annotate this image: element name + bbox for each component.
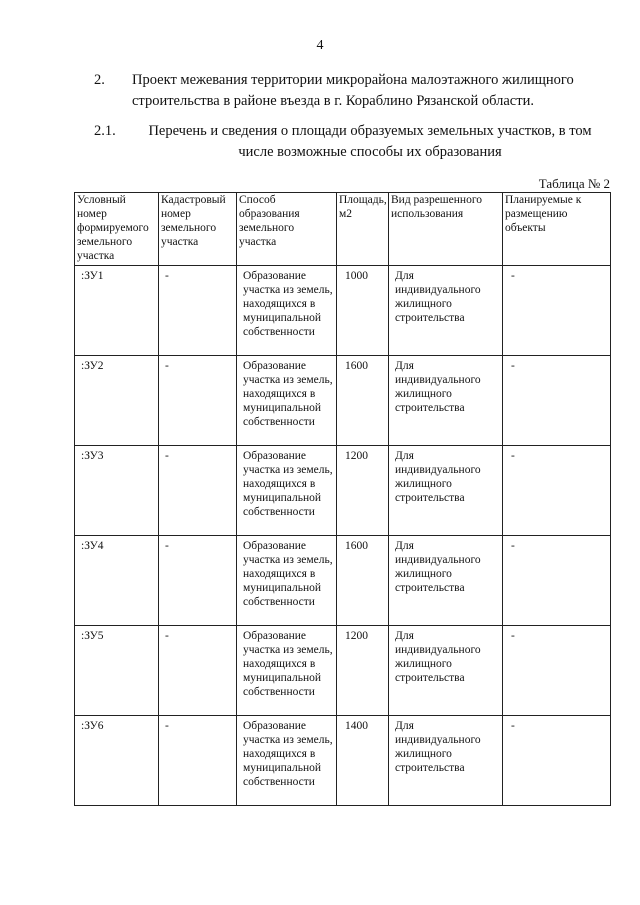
cell-permitted-use: Для индивидуального жилищного строительства bbox=[389, 536, 503, 626]
cell-cadastral-number: - bbox=[159, 266, 237, 356]
table-caption: Таблица № 2 bbox=[538, 176, 610, 191]
cell-plot-id: :ЗУ1 bbox=[75, 266, 159, 356]
cell-cadastral-number: - bbox=[159, 536, 237, 626]
section-2-number: 2. bbox=[94, 72, 105, 88]
cell-cadastral-number: - bbox=[159, 446, 237, 536]
section-2-title: Проект межевания территории микрорайона малоэтажного жилищного строительства в районе въезда в г. Кораблино Рязанской области. bbox=[132, 72, 574, 109]
section-2-1-heading bbox=[94, 121, 614, 165]
table-row bbox=[75, 446, 611, 536]
cell-permitted-use: Для индивидуального жилищного строительства bbox=[389, 446, 503, 536]
cell-area: 1600 bbox=[337, 356, 389, 446]
page-number: 4 bbox=[316, 38, 324, 53]
cell-area: 1600 bbox=[337, 536, 389, 626]
cell-area: 1200 bbox=[337, 446, 389, 536]
cell-planned-objects: - bbox=[503, 446, 611, 536]
cell-cadastral-number: - bbox=[159, 626, 237, 716]
cell-formation-method: Образование участка из земель, находящихся в муниципальной собственности bbox=[237, 356, 337, 446]
header-area: Площадь, м2 bbox=[337, 193, 389, 266]
cell-area: 1400 bbox=[337, 716, 389, 806]
section-2-heading bbox=[94, 70, 614, 114]
cell-formation-method: Образование участка из земель, находящихся в муниципальной собственности bbox=[237, 716, 337, 806]
section-2-1-title: Перечень и сведения о площади образуемых земельных участков, в том числе возможные способы их образования bbox=[148, 123, 592, 160]
cell-formation-method: Образование участка из земель, находящихся в муниципальной собственности bbox=[237, 266, 337, 356]
table-header-row bbox=[75, 193, 611, 266]
cell-formation-method: Образование участка из земель, находящихся в муниципальной собственности bbox=[237, 446, 337, 536]
cell-permitted-use: Для индивидуального жилищного строительства bbox=[389, 716, 503, 806]
cell-plot-id: :ЗУ4 bbox=[75, 536, 159, 626]
cell-planned-objects: - bbox=[503, 536, 611, 626]
table-row bbox=[75, 356, 611, 446]
table-row bbox=[75, 266, 611, 356]
cell-planned-objects: - bbox=[503, 626, 611, 716]
cell-formation-method: Образование участка из земель, находящихся в муниципальной собственности bbox=[237, 626, 337, 716]
header-planned-objects: Планируемые к размещению объекты bbox=[503, 193, 611, 266]
header-formation-method: Способ образования земельного участка bbox=[237, 193, 337, 266]
table-row bbox=[75, 626, 611, 716]
table-row bbox=[75, 716, 611, 806]
cell-permitted-use: Для индивидуального жилищного строительства bbox=[389, 266, 503, 356]
cell-plot-id: :ЗУ2 bbox=[75, 356, 159, 446]
header-plot-id: Условный номер формируемого земельного участка bbox=[75, 193, 159, 266]
cell-plot-id: :ЗУ3 bbox=[75, 446, 159, 536]
cell-area: 1000 bbox=[337, 266, 389, 356]
cell-planned-objects: - bbox=[503, 266, 611, 356]
cell-cadastral-number: - bbox=[159, 716, 237, 806]
cell-cadastral-number: - bbox=[159, 356, 237, 446]
land-plots-table bbox=[74, 192, 611, 806]
table-row bbox=[75, 536, 611, 626]
cell-planned-objects: - bbox=[503, 356, 611, 446]
section-2-1-number: 2.1. bbox=[94, 123, 116, 139]
cell-plot-id: :ЗУ5 bbox=[75, 626, 159, 716]
cell-planned-objects: - bbox=[503, 716, 611, 806]
cell-permitted-use: Для индивидуального жилищного строительства bbox=[389, 356, 503, 446]
cell-plot-id: :ЗУ6 bbox=[75, 716, 159, 806]
cell-permitted-use: Для индивидуального жилищного строительства bbox=[389, 626, 503, 716]
header-permitted-use: Вид разрешенного использования bbox=[389, 193, 503, 266]
cell-area: 1200 bbox=[337, 626, 389, 716]
cell-formation-method: Образование участка из земель, находящихся в муниципальной собственности bbox=[237, 536, 337, 626]
header-cadastral-number: Кадастровый номер земельного участка bbox=[159, 193, 237, 266]
